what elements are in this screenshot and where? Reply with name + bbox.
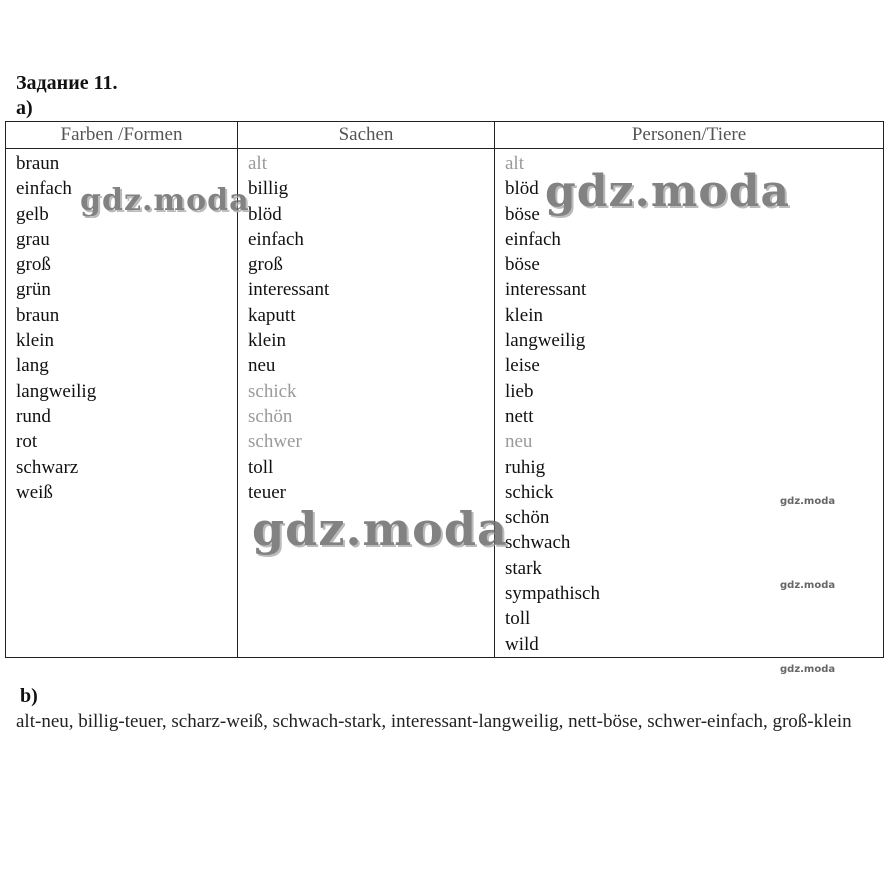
word-item: neu — [505, 431, 533, 453]
word-item: klein — [16, 330, 54, 352]
word-item: weiß — [16, 481, 53, 503]
word-item: rot — [16, 431, 38, 453]
part-a-label: a) — [16, 97, 33, 119]
word-item: leise — [505, 355, 540, 377]
word-item: toll — [505, 608, 531, 630]
table-body-row — [6, 149, 884, 658]
word-item: langweilig — [16, 380, 97, 402]
word-item: einfach — [505, 228, 561, 250]
word-item: schön — [248, 405, 293, 427]
header-sachen: Sachen — [238, 122, 495, 149]
watermark: gdz.moda — [545, 166, 791, 217]
word-item: klein — [505, 304, 543, 326]
column-sachen — [238, 149, 495, 658]
table-header-row — [6, 122, 884, 149]
word-item: neu — [248, 355, 276, 377]
word-item: rund — [16, 405, 51, 427]
word-item: schick — [248, 380, 297, 402]
word-item: stark — [505, 557, 542, 579]
watermark: gdz.moda — [780, 580, 836, 591]
word-item: einfach — [16, 178, 72, 200]
word-item: kaputt — [248, 304, 296, 326]
word-item: teuer — [248, 481, 286, 503]
word-item: grau — [16, 228, 50, 250]
word-item: böse — [505, 254, 540, 276]
word-item: groß — [248, 254, 283, 276]
watermark: gdz.moda — [780, 664, 836, 675]
word-item: grün — [16, 279, 51, 301]
word-item: lieb — [505, 380, 534, 402]
antonym-pairs-text: alt-neu, billig-teuer, scharz-weiß, schwach-stark, interessant-langweilig, nett-böse, schwer-einfach, groß-klein — [16, 711, 852, 732]
word-item: schwach — [505, 532, 571, 554]
word-item: klein — [248, 330, 286, 352]
word-item: schön — [505, 507, 550, 529]
word-item: schick — [505, 481, 554, 503]
word-item: alt — [248, 153, 267, 174]
word-item: nett — [505, 405, 534, 427]
word-item: gelb — [16, 203, 49, 225]
word-item: blöd — [505, 178, 539, 200]
watermark: gdz.moda — [80, 183, 250, 218]
header-farben-formen: Farben /Formen — [6, 122, 238, 149]
word-item: lang — [16, 355, 49, 377]
word-item: interessant — [248, 279, 330, 301]
word-item: groß — [16, 254, 51, 276]
word-item: wild — [505, 633, 539, 655]
word-item: interessant — [505, 279, 587, 301]
header-personen-tiere: Personen/Tiere — [495, 122, 884, 149]
column-farben-formen — [6, 149, 238, 658]
watermark: gdz.moda — [252, 502, 508, 556]
word-item: langweilig — [505, 330, 586, 352]
word-item: ruhig — [505, 456, 546, 478]
word-item: alt — [505, 153, 524, 174]
word-item: braun — [16, 304, 60, 326]
word-item: toll — [248, 456, 274, 478]
word-item: billig — [248, 178, 289, 200]
word-item: blöd — [248, 203, 282, 225]
watermark: gdz.moda — [780, 496, 836, 507]
word-item: sympathisch — [505, 583, 600, 605]
part-b-label: b) — [20, 685, 38, 707]
task-title: Задание 11. — [16, 72, 118, 94]
word-item: schwarz — [16, 456, 79, 478]
word-item: braun — [16, 153, 60, 174]
word-item: böse — [505, 203, 540, 225]
word-item: schwer — [248, 431, 302, 453]
word-item: einfach — [248, 228, 304, 250]
